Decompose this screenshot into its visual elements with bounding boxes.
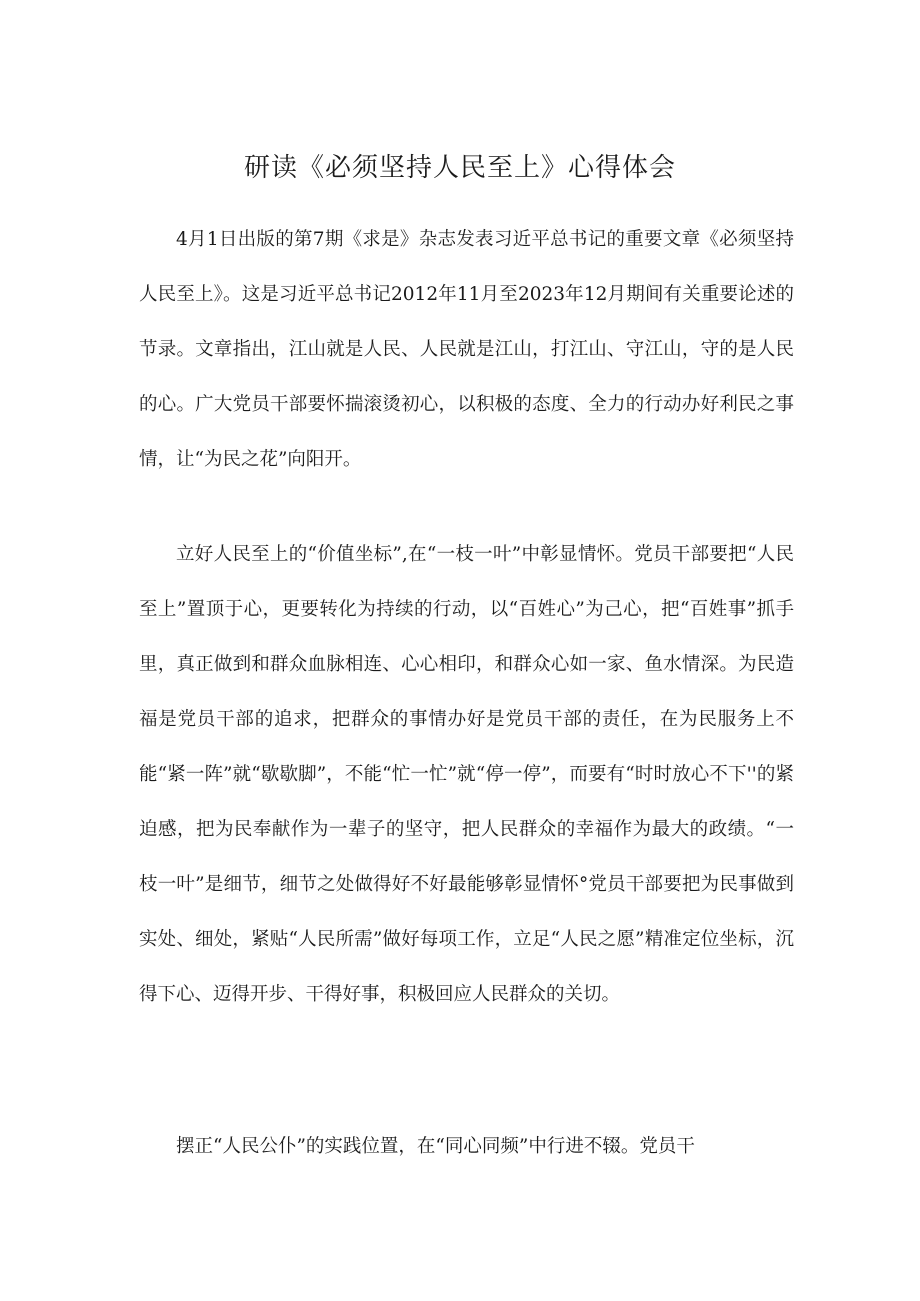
- paragraph-value-coordinate: 立好人民至上的“价值坐标”,在“一枝一叶”中彰显情怀。党员干部要把“人民至上”置顶于心，更要转化为持续的行动，以“百姓心”为己心，把“百姓事”抓手里，真正做到和群众血脉相连、心心相印，和群众心如一家、鱼水情深。为民造福是党员干部的追求，把群众的事情办好是党员干部的责任，在为民服务上不能“紧一阵”就“歇歇脚”，不能“忙一忙”就“停一停”，而要有“时时放心不下''的紧迫感，把为民奉献作为一辈子的坚守，把人民群众的幸福作为最大的政绩。“一枝一叶”是细节，细节之处做得好不好最能够彰显情怀°党员干部要把为民事做到实处、细处，紧贴“人民所需”做好每项工作，立足“人民之愿”精准定位坐标，沉得下心、迈得开步、干得好事，积极回应人民群众的关切。: [139, 544, 794, 1005]
- paragraph-intro: 4月1日出版的第7期《求是》杂志发表习近平总书记的重要文章《必须坚持人民至上》。这是习近平总书记2012年11月至2023年12月期间有关重要论述的节录。文章指出，江山就是人民、人民就是江山，打江山、守江山，守的是人民的心。广大党员干部要怀揣滚烫初心，以积极的态度、全力的行动办好利民之事情，让“为民之花”向阳开。: [139, 229, 794, 470]
- document-title: 研读《必须坚持人民至上》心得体会: [243, 153, 676, 183]
- paragraph-servant-position: 摆正“人民公仆”的实践位置，在“同心同频”中行进不辍。党员干: [176, 1136, 695, 1157]
